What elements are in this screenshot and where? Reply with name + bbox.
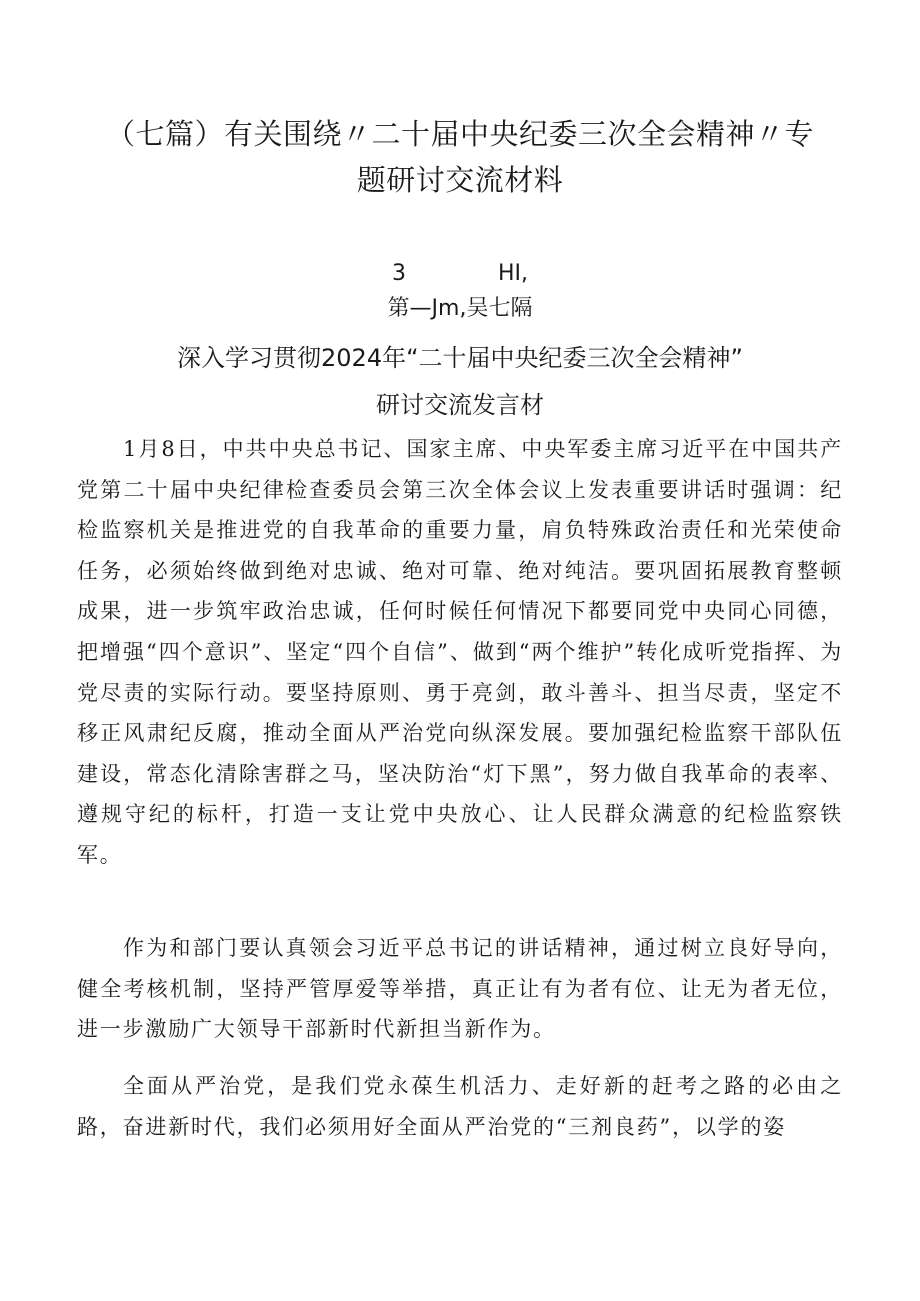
body-paragraph-1: 1月8日，中共中央总书记、国家主席、中央军委主席习近平在中国共产党第二十届中央纪律检查委员会第三次全体会议上发表重要讲话时强调：纪检监察机关是推进党的自我革命的重要力量，肩负特殊政治责任和光荣使命任务，必须始终做到绝对忠诚、绝对可靠、绝对纯洁。要巩固拓展教育整顿成果，进一步筑牢政治忠诚，任何时候任何情况下都要同党中央同心同德，把增强“四个意识”、坚定“四个自信”、做到“两个维护”转化成听党指挥、为党尽责的实际行动。要坚持原则、勇于亮剑，敢斗善斗、担当尽责，坚定不移正风肃纪反腐，推动全面从严治党向纵深发展。要加强纪检监察干部队伍建设，常态化清除害群之马，坚决防治“灯下黑”，努力做自我革命的表率、遵规守纪的标杆，打造一支让党中央放心、让人民群众满意的纪检监察铁军。 — [77, 437, 843, 867]
garbled-heading-row — [80, 257, 840, 291]
garbled-heading-line-2: 第—Jm,吴七隔 — [387, 296, 533, 321]
document-title-line-2: 题研讨交流材料 — [356, 163, 564, 197]
document-title-line-1: （七篇）有关围绕〃二十届中央纪委三次全会精神〃专 — [105, 117, 814, 151]
subtitle-line-1: 深入学习贯彻2024年“二十届中央纪委三次全会精神” — [177, 344, 743, 372]
subtitle-line-2: 研讨交流发言材 — [376, 391, 544, 419]
garbled-heading-right: HI, — [497, 261, 529, 286]
body-paragraph-2: 作为和部门要认真领会习近平总书记的讲话精神，通过树立良好导向，健全考核机制，坚持严管厚爱等举措，真正让有为者有位、让无为者无位，进一步激励广大领导干部新时代新担当新作为。 — [77, 936, 843, 1042]
garbled-heading-left: 3 — [391, 261, 406, 286]
body-paragraph-3: 全面从严治党，是我们党永葆生机活力、走好新的赶考之路的必由之路，奋进新时代，我们必须用好全面从严治党的“三剂良药”，以学的姿 — [77, 1074, 843, 1139]
